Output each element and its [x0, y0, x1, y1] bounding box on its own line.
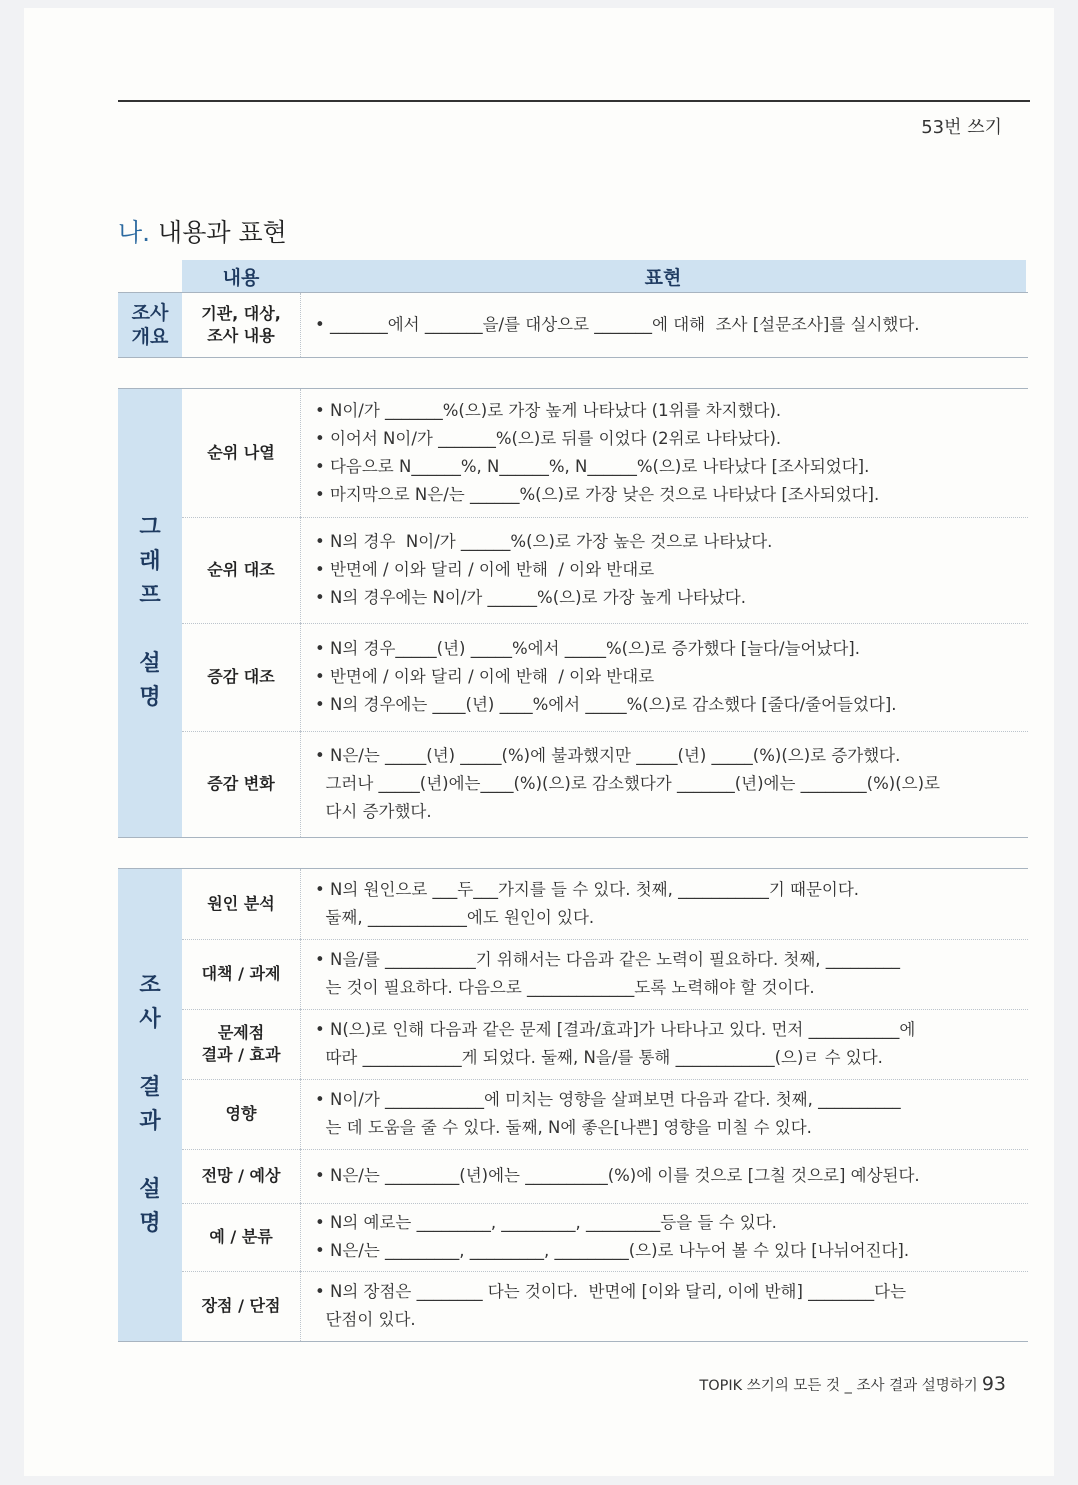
row-label: 전망 / 예상 [182, 1149, 301, 1203]
header-content: 내용 [222, 266, 260, 289]
side-label-char: 그 [139, 515, 161, 540]
result-side-label [118, 869, 182, 1341]
side-label-char [146, 1139, 154, 1173]
footer-book-title: TOPIK 쓰기의 모든 것 _ 조사 결과 설명하기 [699, 1378, 978, 1394]
row-expressions [301, 517, 1028, 623]
result-block [118, 868, 1028, 1342]
row-expressions [301, 1203, 1028, 1271]
table-row [182, 731, 1028, 837]
row-expressions [301, 389, 1028, 517]
row-expressions [301, 293, 1028, 357]
graph-rows [182, 389, 1028, 837]
expression-line: • N은/는 _____(년) _____(%)에 불과했지만 _____(년) _____(%)(으)로 증가했다. [315, 746, 901, 765]
expression-line: • N의 경우_____(년) _____%에서 _____%(으)로 증가했다 [늘다/늘어났다]. [315, 639, 860, 658]
overview-rows [182, 293, 1028, 357]
table-row [182, 1079, 1028, 1150]
overview-side-text: 조사 개요 [131, 302, 169, 348]
row-expressions [301, 731, 1028, 837]
heading-mark: 나. [118, 218, 151, 247]
overview-block [118, 292, 1028, 358]
overview-side-label [118, 293, 182, 357]
expression-line: • N의 원인으로 ___두___가지를 들 수 있다. 첫째, ___________기 때문이다. [315, 880, 860, 899]
header-expression: 표현 [644, 266, 682, 289]
row-label: 증감 대조 [182, 623, 301, 731]
page [24, 8, 1054, 1476]
table-row [182, 293, 1028, 357]
expression-line: 는 데 도움을 줄 수 있다. 둘째, N에 좋은[나쁜] 영향을 미칠 수 있다. [315, 1118, 812, 1137]
side-label-char [146, 613, 154, 647]
row-label: 증감 변화 [182, 731, 301, 837]
table-row [182, 1009, 1028, 1080]
side-label-char: 프 [139, 583, 161, 608]
side-label-char: 명 [139, 1211, 161, 1236]
side-label-char: 래 [139, 549, 161, 574]
expression-line: • 반면에 / 이와 달리 / 이에 반해 / 이와 반대로 [315, 560, 655, 579]
table-header [182, 260, 1026, 292]
expression-line: • N은/는 _________, _________, _________(으)로 나누어 볼 수 있다 [나뉘어진다]. [315, 1241, 910, 1260]
expression-line: • N의 경우에는 N이/가 ______%(으)로 가장 높게 나타났다. [315, 588, 746, 607]
expression-line: 단점이 있다. [315, 1310, 416, 1329]
expression-line: • 이어서 N이/가 _______%(으)로 뒤를 이었다 (2위로 나타났다). [315, 429, 782, 448]
row-label: 순위 대조 [182, 517, 301, 623]
row-expressions [301, 1271, 1028, 1341]
page-number: 93 [981, 1373, 1006, 1395]
side-label-char: 명 [139, 685, 161, 710]
table-row [182, 1149, 1028, 1204]
expression-line: • 마지막으로 N은/는 ______%(으)로 가장 낮은 것으로 나타났다 [조사되었다]. [315, 485, 880, 504]
row-expressions [301, 939, 1028, 1009]
row-label: 영향 [182, 1079, 301, 1149]
row-label: 문제점 결과 / 효과 [182, 1009, 301, 1079]
expression-line: • 반면에 / 이와 달리 / 이에 반해 / 이와 반대로 [315, 667, 655, 686]
expression-line: 다시 증가했다. [315, 802, 432, 821]
table-row [182, 389, 1028, 518]
expression-line: • N의 예로는 _________, _________, _________등을 들 수 있다. [315, 1213, 777, 1232]
row-expressions [301, 1149, 1028, 1203]
graph-block [118, 388, 1028, 838]
table-row [182, 939, 1028, 1010]
row-label: 순위 나열 [182, 389, 301, 517]
row-label: 예 / 분류 [182, 1203, 301, 1271]
expression-line: • N의 장점은 ________ 다는 것이다. 반면에 [이와 달리, 이에 반해] ________다는 [315, 1282, 907, 1301]
side-label-char: 설 [139, 1177, 161, 1202]
header-rule [118, 100, 1030, 102]
expression-line: • N의 경우 N이/가 ______%(으)로 가장 높은 것으로 나타났다. [315, 532, 773, 551]
expression-line: 그러나 _____(년)에는____(%)(으)로 감소했다가 _______(년)에는 ________(%)(으)로 [315, 774, 940, 793]
row-expressions [301, 1009, 1028, 1079]
section-heading [118, 213, 287, 249]
row-expressions [301, 869, 1028, 939]
side-label-char: 사 [139, 1007, 161, 1032]
table-row [182, 1271, 1028, 1341]
expression-line: • 다음으로 N______%, N______%, N______%(으)로 나타났다 [조사되었다]. [315, 457, 870, 476]
page-footer [699, 1373, 1006, 1395]
result-rows [182, 869, 1028, 1341]
side-label-char: 결 [139, 1075, 161, 1100]
section-label: 53번 쓰기 [921, 117, 1002, 138]
table-row [182, 623, 1028, 732]
graph-side-label [118, 389, 182, 837]
expression-line: • _______에서 _______을/를 대상으로 _______에 대해 조사 [설문조사]를 실시했다. [315, 315, 920, 334]
expression-line: 는 것이 필요하다. 다음으로 _____________도록 노력해야 할 것이다. [315, 978, 815, 997]
side-label-char [146, 1037, 154, 1071]
expression-line: • N이/가 _______%(으)로 가장 높게 나타났다 (1위를 차지했다). [315, 401, 782, 420]
table-row [182, 1203, 1028, 1272]
expression-line: • N은/는 _________(년)에는 __________(%)에 이를 것으로 [그칠 것으로] 예상된다. [315, 1166, 920, 1185]
side-label-char: 조 [139, 973, 161, 998]
expression-line: • N(으)로 인해 다음과 같은 문제 [결과/효과]가 나타나고 있다. 먼저 ___________에 [315, 1020, 916, 1039]
row-label: 대책 / 과제 [182, 939, 301, 1009]
expression-line: 둘째, ____________에도 원인이 있다. [315, 908, 595, 927]
row-expressions [301, 1079, 1028, 1149]
table-row [182, 869, 1028, 940]
row-label: 기관, 대상, 조사 내용 [182, 293, 301, 357]
row-label: 원인 분석 [182, 869, 301, 939]
side-label-char: 설 [139, 651, 161, 676]
row-expressions [301, 623, 1028, 731]
expression-line: • N의 경우에는 ____(년) ____%에서 _____%(으)로 감소했다 [줄다/줄어들었다]. [315, 695, 897, 714]
row-label: 장점 / 단점 [182, 1271, 301, 1341]
side-label-char: 과 [139, 1109, 161, 1134]
expression-line: • N이/가 ____________에 미치는 영향을 살펴보면 다음과 같다. 첫째, __________ [315, 1090, 901, 1109]
expression-line: 따라 ____________게 되었다. 둘째, N을/를 통해 ____________(으)ㄹ 수 있다. [315, 1048, 883, 1067]
heading-text: 내용과 표현 [150, 218, 287, 247]
expression-line: • N을/를 ___________기 위해서는 다음과 같은 노력이 필요하다. 첫째, _________ [315, 950, 901, 969]
table-row [182, 517, 1028, 624]
